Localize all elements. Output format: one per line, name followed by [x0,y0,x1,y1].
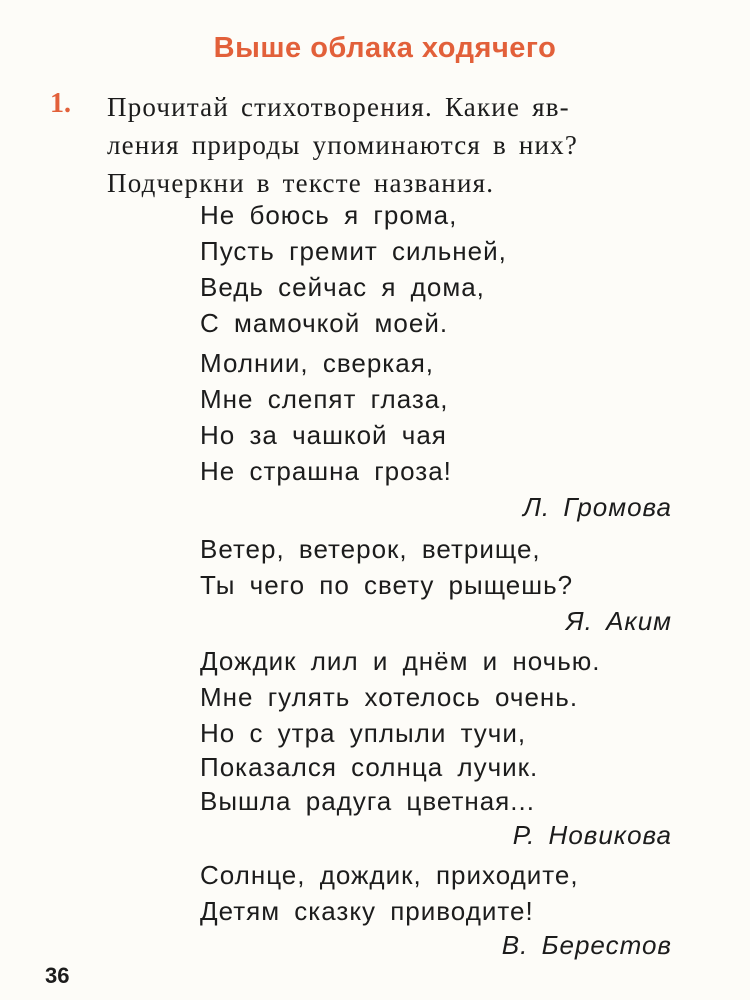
poem-author: Я. Аким [565,606,672,636]
task-line: ления природы упоминаются в них? [107,130,579,160]
page-title: Выше облака ходячего [213,32,557,64]
poem-author: В. Берестов [501,930,672,960]
poem-line: Не боюсь я грома, [200,200,458,230]
poem-line: Показался солнца лучик. [200,752,539,782]
task-1 [50,88,720,202]
poem-line: Но за чашкой чая [200,420,447,450]
poem-line: Солнце, дождик, приходите, [200,860,579,890]
poem-line: Ведь сейчас я дома, [200,272,485,302]
task-line: Подчеркни в тексте названия. [107,168,495,198]
task-instruction [107,88,720,202]
poem-line: Мне гулять хотелось очень. [200,682,579,712]
poem-line: Мне слепят глаза, [200,384,449,414]
poem-line: Детям сказку приводите! [200,896,534,926]
poem-line: Ты чего по свету рыщешь? [200,570,574,600]
poem-line: Ветер, ветерок, ветрище, [200,534,541,564]
poem-author: Р. Новикова [512,820,672,850]
poem-line: Молнии, сверкая, [200,348,435,378]
task-number: 1. [50,88,71,119]
poem-line: Дождик лил и днём и ночью. [200,646,601,676]
poem-line: Вышла радуга цветная... [200,786,535,816]
page-number: 36 [45,963,70,988]
poem-line: С мамочкой моей. [200,308,449,338]
poem-line: Не страшна гроза! [200,456,452,486]
poem-author: Л. Громова [523,492,672,522]
task-line: Прочитай стихотворения. Какие яв- [107,92,570,122]
poem-line: Пусть гремит сильней, [200,236,507,266]
poem-line: Но с утра уплыли тучи, [200,718,527,748]
